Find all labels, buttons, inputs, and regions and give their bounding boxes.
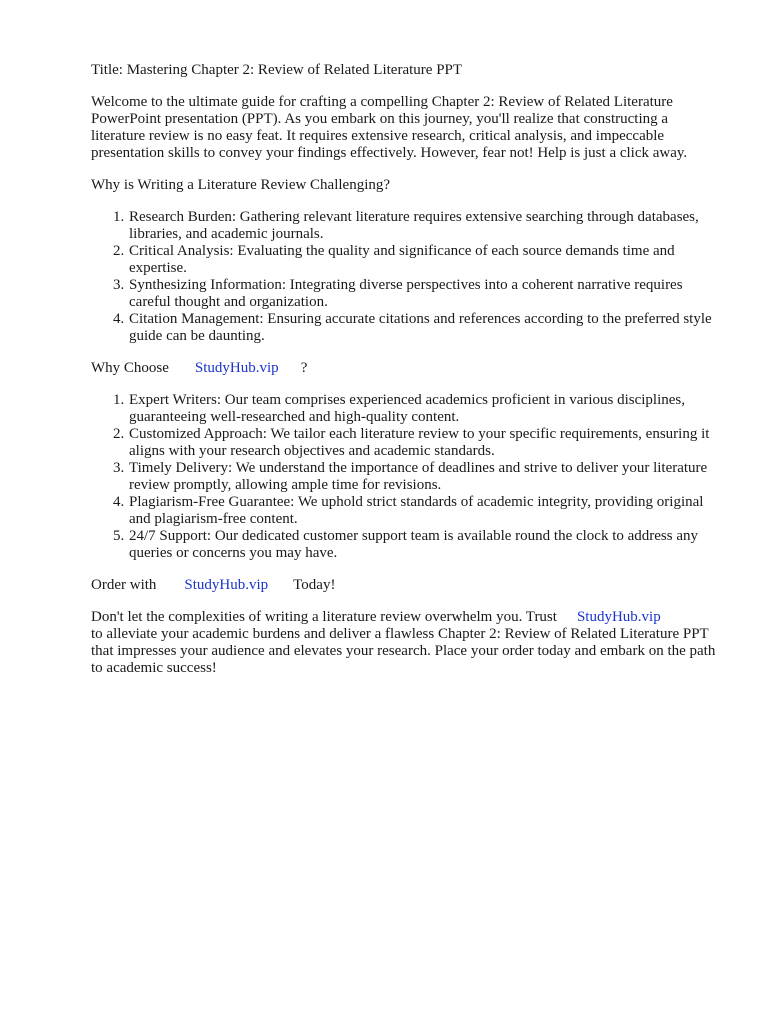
studyhub-link[interactable]: StudyHub.vip bbox=[184, 577, 269, 593]
list-item: 4. Plagiarism-Free Guarantee: We uphold strict standards of academic integrity, providing original and plagiarism-free content. bbox=[128, 494, 721, 528]
list-item: 2. Critical Analysis: Evaluating the quality and significance of each source demands time and expertise. bbox=[128, 243, 721, 277]
list-item: 3. Timely Delivery: We understand the importance of deadlines and strive to deliver your literature review promptly, allowing ample time for revisions. bbox=[128, 460, 721, 494]
list-item: 2. Customized Approach: We tailor each literature review to your specific requirements, ensuring it aligns with your research objectives and academic standards. bbox=[128, 426, 721, 460]
why-choose-heading bbox=[91, 360, 721, 377]
order-with-prefix: Order with bbox=[91, 577, 157, 593]
list-item: 1. Expert Writers: Our team comprises experienced academics proficient in various disciplines, guaranteeing well-researched and high-quality content. bbox=[128, 392, 721, 426]
studyhub-link[interactable]: StudyHub.vip bbox=[576, 609, 661, 625]
order-with-suffix: Today! bbox=[293, 577, 336, 593]
document-title: Title: Mastering Chapter 2: Review of Related Literature PPT bbox=[91, 62, 463, 78]
intro-paragraph: Welcome to the ultimate guide for crafting a compelling Chapter 2: Review of Related Literature PowerPoint presentation (PPT). As you embark on this journey, you'll realize that constructing a literature review is no easy feat. It requires extensive research, critical analysis, and impeccable presentation skills to convey your findings effectively. However, fear not! Help is just a click away. bbox=[91, 94, 688, 161]
studyhub-link[interactable]: StudyHub.vip bbox=[194, 360, 279, 376]
why-choose-suffix: ? bbox=[300, 360, 308, 376]
list-item: 1. Research Burden: Gathering relevant literature requires extensive searching through databases, libraries, and academic journals. bbox=[128, 209, 721, 243]
challenges-heading: Why is Writing a Literature Review Challenging? bbox=[91, 177, 391, 193]
list-item: 3. Synthesizing Information: Integrating diverse perspectives into a coherent narrative requires careful thought and organization. bbox=[128, 277, 721, 311]
document-page bbox=[91, 62, 721, 677]
why-choose-prefix: Why Choose bbox=[91, 360, 169, 376]
closing-prefix: Don't let the complexities of writing a literature review overwhelm you. Trust bbox=[91, 609, 557, 625]
closing-rest: to alleviate your academic burdens and deliver a flawless Chapter 2: Review of Related Literature PPT that impresses your audience and elevates your research. Place your order today and embark on the path to academic success! bbox=[91, 626, 716, 676]
order-with-line bbox=[91, 577, 721, 594]
challenges-list bbox=[91, 209, 721, 345]
closing-paragraph bbox=[91, 609, 721, 677]
list-item: 4. Citation Management: Ensuring accurate citations and references according to the preferred style guide can be daunting. bbox=[128, 311, 721, 345]
benefits-list bbox=[91, 392, 721, 562]
list-item: 5. 24/7 Support: Our dedicated customer support team is available round the clock to address any queries or concerns you may have. bbox=[128, 528, 721, 562]
